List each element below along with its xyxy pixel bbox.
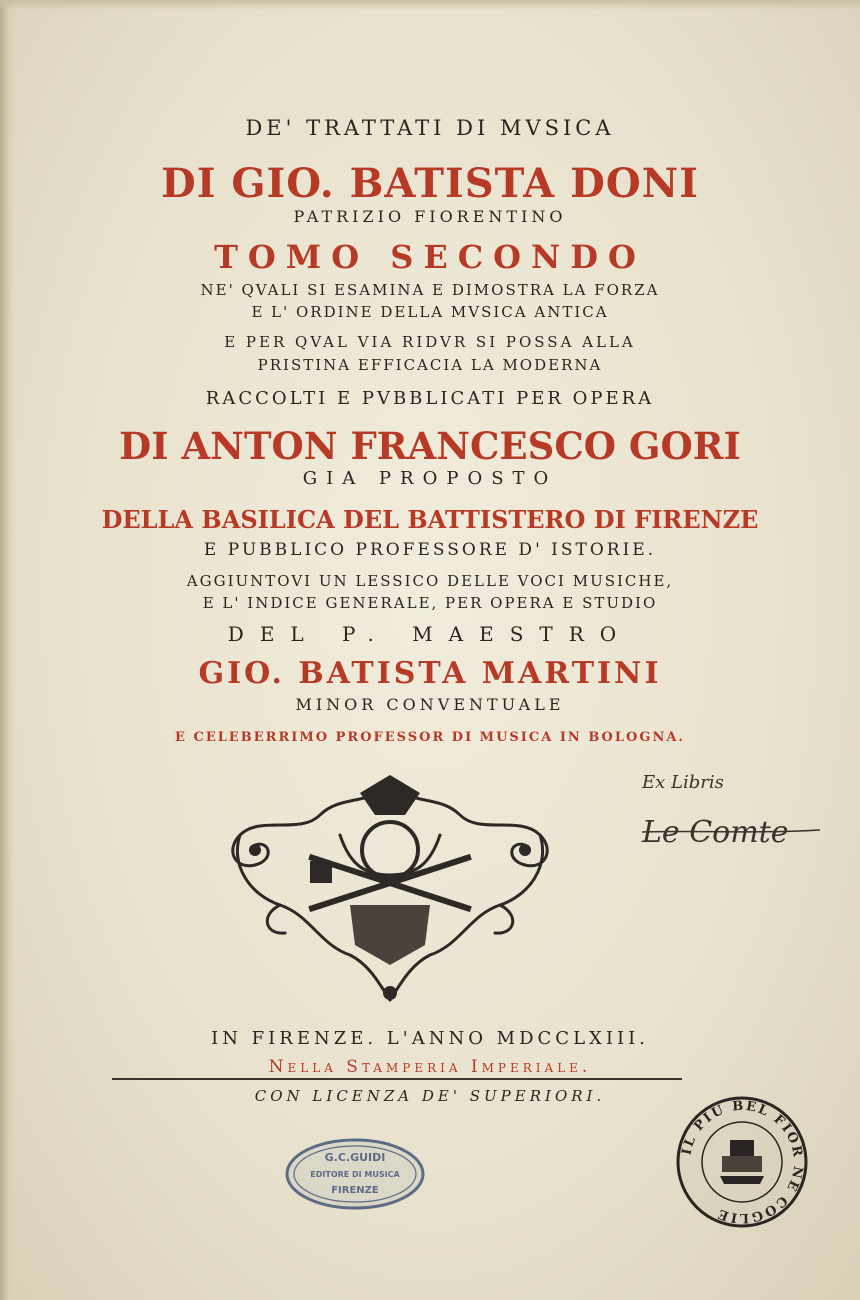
editor-title-2: DELLA BASILICA DEL BATTISTERO DI FIRENZE	[101, 505, 759, 534]
ex-libris-text: Ex Libris	[642, 772, 724, 793]
editor-name: DI ANTON FRANCESCO GORI	[119, 424, 741, 468]
stamp-line-2: EDITORE DI MUSICA	[310, 1170, 400, 1179]
stamp-line-1: G.C.GUIDI	[324, 1151, 386, 1164]
work-title-line: DE' TRATTATI DI MVSICA	[245, 116, 615, 140]
round-stamp-text: IL PIU BEL FIOR NE COGLIE	[679, 1098, 806, 1226]
publisher-stamp-icon	[283, 1135, 428, 1213]
library-stamp-icon	[672, 1092, 812, 1232]
addition-line-1: AGGIUNTOVI UN LESSICO DELLE VOCI MUSICHE,	[186, 572, 674, 590]
addition-line-2: E L' INDICE GENERALE, PER OPERA E STUDIO	[202, 594, 658, 612]
editor-title-3: E PUBBLICO PROFESSORE D' ISTORIE.	[203, 540, 657, 560]
volume-label: TOMO SECONDO	[214, 238, 646, 276]
stamp-line-3: FIRENZE	[331, 1185, 379, 1196]
printers-ornament-icon	[220, 775, 560, 1005]
handwritten-signature	[630, 760, 830, 890]
collected-by-line: RACCOLTI E PVBBLICATI PER OPERA	[205, 388, 655, 409]
contributor-title: MINOR CONVENTUALE	[295, 695, 565, 714]
subtitle-line-3: E PER QVAL VIA RIDVR SI POSSA ALLA	[224, 333, 636, 351]
imprint-printer: Nella Stamperia Imperiale.	[268, 1057, 592, 1077]
imprint-rule	[112, 1078, 682, 1080]
page-edge-top	[0, 0, 860, 10]
editor-title-1: GIA PROPOSTO	[302, 468, 558, 489]
imprint-place-year: IN FIRENZE. L'ANNO MDCCLXIII.	[211, 1028, 649, 1049]
subtitle-line-1: NE' QVALI SI ESAMINA E DIMOSTRA LA FORZA	[200, 281, 660, 299]
subtitle-line-2: E L' ORDINE DELLA MVSICA ANTICA	[251, 303, 609, 321]
contributor-name: GIO. BATISTA MARTINI	[198, 656, 662, 691]
imprint-license: CON LICENZA DE' SUPERIORI.	[254, 1087, 606, 1105]
subtitle-line-4: PRISTINA EFFICACIA LA MODERNA	[257, 356, 603, 374]
del-maestro-line: DEL P. MAESTRO	[227, 622, 633, 646]
contributor-description: E CELEBERRIMO PROFESSOR DI MUSICA IN BOLOGNA.	[175, 730, 685, 745]
author-name: DI GIO. BATISTA DONI	[161, 160, 699, 207]
signature-text: Le Comte	[642, 815, 789, 850]
author-title: PATRIZIO FIORENTINO	[293, 207, 567, 226]
